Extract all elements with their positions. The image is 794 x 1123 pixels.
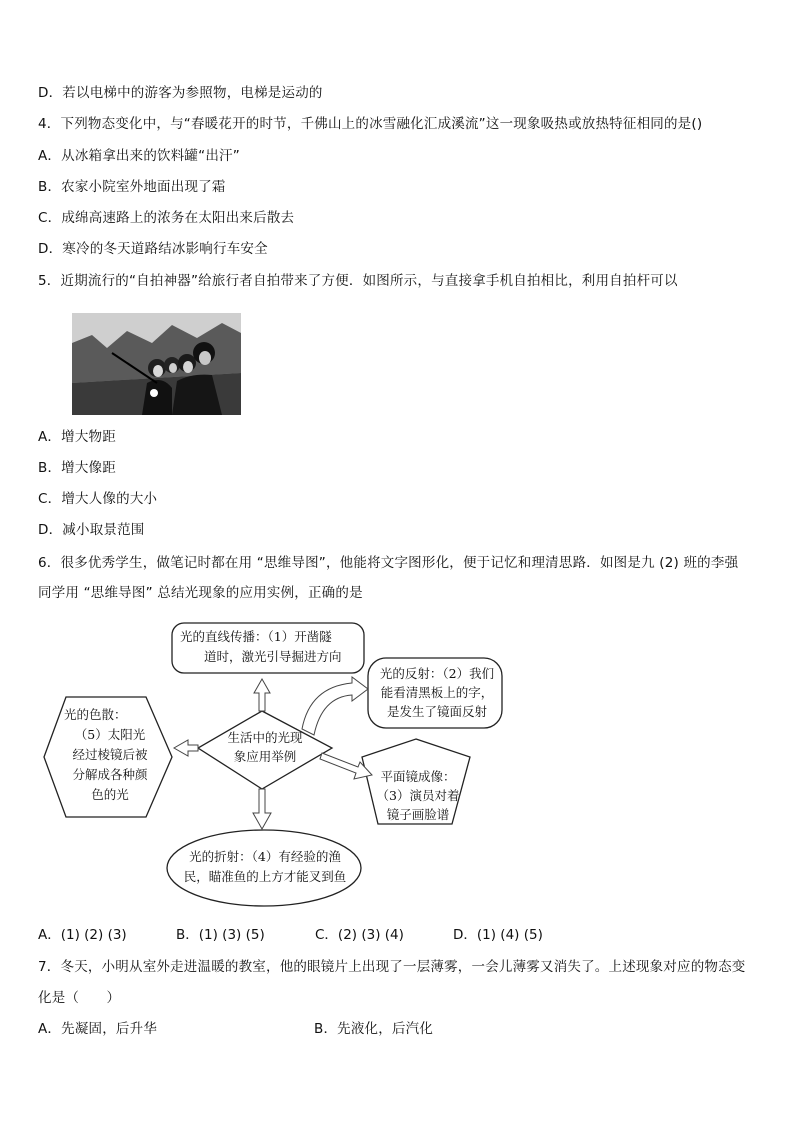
- q4-option-a: A．从冰箱拿出来的饮料罐“出汗”: [38, 148, 240, 164]
- q6-option-d: D．(1) (4) (5): [453, 927, 543, 943]
- reflection-box-line1: 光的反射：（2）我们: [379, 666, 495, 681]
- selfie-stick-photo: [72, 313, 241, 415]
- center-label-line1: 生活中的光现: [227, 730, 303, 745]
- q5-stem: 5．近期流行的“自拍神器”给旅行者自拍带来了方便．如图所示，与直接拿手机自拍相比，利用自拍杆可以: [38, 273, 678, 289]
- refraction-box-line2: 民，瞄准鱼的上方才能叉到鱼: [183, 869, 347, 884]
- q7-stem-2: 化是（ ）: [38, 990, 121, 1006]
- q6-stem-1: 6．很多优秀学生，做笔记时都在用 “思维导图”，他能将文字图形化，便于记忆和理清思路．如图是九 (2) 班的李强: [38, 555, 739, 571]
- q7-option-a: A．先凝固，后升华: [38, 1021, 158, 1037]
- dispersion-box-line1: 光的色散：: [64, 707, 127, 722]
- q5-option-b: B．增大像距: [38, 460, 116, 476]
- plane-mirror-box-line2: （3）演员对着: [376, 788, 460, 803]
- q4-option-d: D．寒冷的冬天道路结冰影响行车安全: [38, 241, 268, 257]
- dispersion-box-line2: （5）太阳光: [74, 727, 146, 742]
- q4-option-b: B．农家小院室外地面出现了霜: [38, 179, 226, 195]
- q6-option-a: A．(1) (2) (3): [38, 927, 127, 943]
- dispersion-box-line3: 经过棱镜后被: [72, 747, 148, 762]
- plane-mirror-box-line1: 平面镜成像：: [380, 769, 456, 784]
- reflection-box-line3: 是发生了镜面反射: [386, 704, 487, 719]
- straight-line-box-line1: 光的直线传播：（1）开凿隧: [180, 629, 332, 644]
- q7-option-b: B．先液化，后汽化: [314, 1021, 434, 1037]
- q5-option-c: C．增大人像的大小: [38, 491, 158, 507]
- q4-stem: 4．下列物态变化中，与“春暖花开的时节，千佛山上的冰雪融化汇成溪流”这一现象吸热或放热特征相同的是(): [38, 116, 703, 132]
- straight-line-box-line2: 道时，激光引导掘进方向: [204, 649, 342, 664]
- mind-map-diagram: [40, 617, 560, 911]
- q6-option-c: C．(2) (3) (4): [315, 927, 404, 943]
- q3-option-d: D．若以电梯中的游客为参照物，电梯是运动的: [38, 85, 323, 101]
- q5-option-d: D．减小取景范围: [38, 522, 145, 538]
- q4-option-c: C．成绵高速路上的浓务在太阳出来后散去: [38, 210, 295, 226]
- q6-option-b: B．(1) (3) (5): [176, 927, 265, 943]
- q7-stem-1: 7．冬天，小明从室外走进温暖的教室，他的眼镜片上出现了一层薄雾，一会儿薄雾又消失了。上述现象对应的物态变: [38, 959, 746, 975]
- q5-option-a: A．增大物距: [38, 429, 116, 445]
- dispersion-box-line4: 分解成各种颜: [72, 767, 148, 782]
- q6-stem-2: 同学用 “思维导图” 总结光现象的应用实例，正确的是: [38, 585, 363, 601]
- dispersion-box-line5: 色的光: [91, 787, 129, 802]
- center-label-line2: 象应用举例: [233, 749, 297, 764]
- refraction-box-line1: 光的折射：（4）有经验的渔: [189, 849, 341, 864]
- reflection-box-line2: 能看清黑板上的字，: [380, 685, 494, 700]
- plane-mirror-box-line3: 镜子画脸谱: [386, 807, 450, 822]
